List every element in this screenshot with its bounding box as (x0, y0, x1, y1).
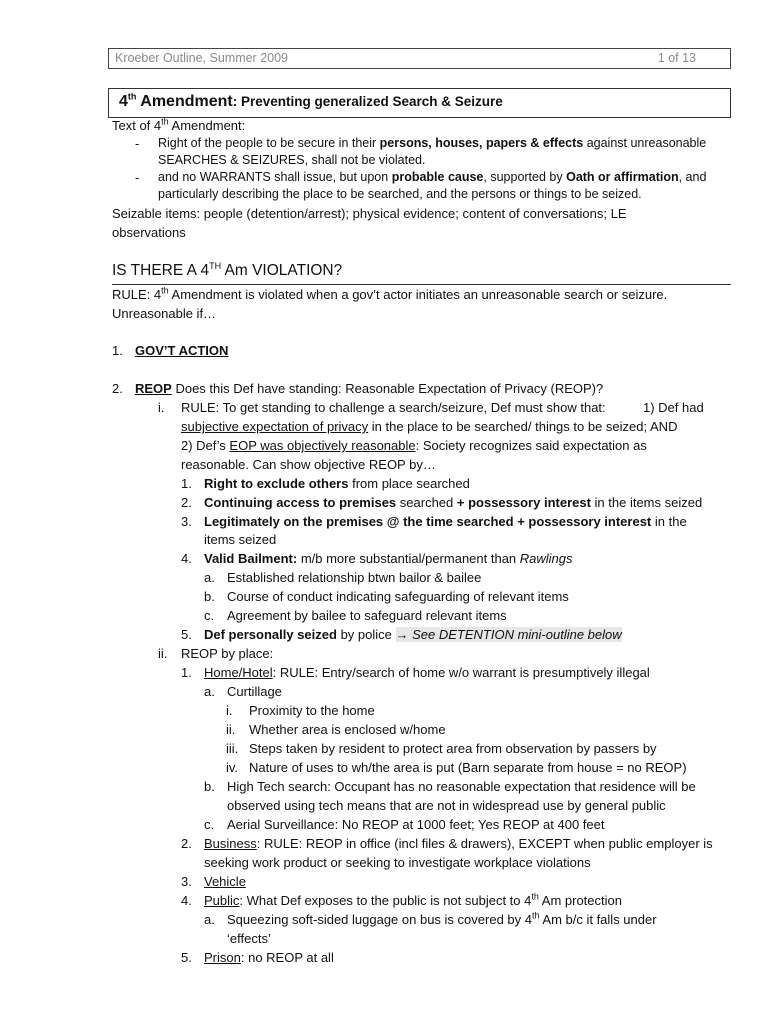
list-subitem-cont: ‘effects’ (227, 931, 271, 946)
standing-rule-cont: reasonable. Can show objective REOP by… (181, 457, 436, 472)
header-title: Kroeber Outline, Summer 2009 (115, 51, 289, 65)
roman-number: i. (226, 703, 233, 718)
amendment-clause-1: Right of the people to be secure in their persons, houses, papers & effects against unreasonable (158, 136, 707, 150)
place-item-home: Home/Hotel: RULE: Entry/search of home w/o warrant is presumptively illegal (204, 665, 650, 680)
list-letter: a. (204, 684, 215, 699)
page-number: 1 of 13 (657, 51, 696, 65)
item-number: 1. (112, 343, 123, 358)
standing-rule-cont: 2) Def’s EOP was objectively reasonable: Society recognizes said expectation as (181, 438, 647, 453)
curtilage-factor: Nature of uses to wh/the area is put (Barn separate from house = no REOP) (249, 760, 687, 775)
text-of-label: Text of 4th Amendment: (112, 116, 246, 133)
curtilage-factor: Steps taken by resident to protect area from observation by passers by (249, 741, 657, 756)
place-item-business-cont: seeking work product or seeking to investigate workplace violations (204, 855, 591, 870)
list-subitem-cont: observed using tech means that are not in widespread use by general public (227, 798, 666, 813)
place-item-prison: Prison: no REOP at all (204, 950, 334, 965)
list-number: 2. (181, 836, 192, 851)
list-item: Def personally seized by police → See DETENTION mini-outline below (204, 627, 622, 642)
list-number: 3. (181, 514, 192, 529)
seizable-items: Seizable items: people (detention/arrest); physical evidence; content of conversations; LE (112, 206, 627, 221)
list-letter: b. (204, 589, 215, 604)
roman-number: ii. (158, 646, 168, 661)
list-subitem: Aerial Surveillance: No REOP at 1000 feet; Yes REOP at 400 feet (227, 817, 605, 832)
list-item: Legitimately on the premises @ the time searched + possessory interest in the (204, 514, 687, 529)
doc-title: 4th Amendment: Preventing generalized Search & Seizure (119, 91, 503, 110)
govt-action-heading: GOV’T ACTION (135, 343, 229, 358)
roman-number: i. (158, 400, 165, 415)
list-number: 5. (181, 950, 192, 965)
seizable-items-cont: observations (112, 225, 186, 240)
list-number: 2. (181, 495, 192, 510)
list-letter: c. (204, 817, 215, 832)
bullet-dash: - (135, 136, 140, 151)
rule-text: RULE: 4th Amendment is violated when a gov’t actor initiates an unreasonable search or seizure. (112, 285, 668, 302)
standing-rule-part1: 1) Def had (643, 400, 704, 415)
page-header (108, 48, 731, 69)
list-subitem: Course of conduct indicating safeguarding of relevant items (227, 589, 569, 604)
list-subitem: Curtillage (227, 684, 282, 699)
list-subitem: Established relationship btwn bailor & bailee (227, 570, 482, 585)
rule-text-cont: Unreasonable if… (112, 306, 217, 321)
standing-rule-cont: subjective expectation of privacy in the place to be searched/ things to be seized; AND (181, 419, 678, 434)
list-number: 3. (181, 874, 192, 889)
amendment-clause-1-cont: SEARCHES & SEIZURES, shall not be violated. (158, 153, 426, 167)
list-number: 1. (181, 476, 192, 491)
reop-by-place-heading: REOP by place: (181, 646, 274, 661)
list-number: 4. (181, 551, 192, 566)
title-box (108, 88, 731, 118)
list-subitem: Agreement by bailee to safeguard relevant items (227, 608, 507, 623)
roman-number: iv. (226, 760, 239, 775)
place-item-public: Public: What Def exposes to the public is not subject to 4th Am protection (204, 891, 622, 908)
list-letter: c. (204, 608, 215, 623)
bullet-dash: - (135, 170, 140, 185)
amendment-clause-2: and no WARRANTS shall issue, but upon probable cause, supported by Oath or affirmation, and (158, 170, 707, 184)
place-item-vehicle: Vehicle (204, 874, 246, 889)
list-item: Continuing access to premises searched + possessory interest in the items seized (204, 495, 703, 510)
list-item-cont: items seized (204, 532, 277, 547)
curtilage-factor: Proximity to the home (249, 703, 375, 718)
list-letter: b. (204, 779, 215, 794)
list-number: 1. (181, 665, 192, 680)
roman-number: ii. (226, 722, 236, 737)
list-item: Right to exclude others from place searched (204, 476, 470, 491)
section-rule-line (112, 284, 731, 285)
detention-crossref: → See DETENTION mini-outline below (395, 627, 622, 642)
list-subitem: Squeezing soft-sided luggage on bus is covered by 4th Am b/c it falls under (227, 910, 657, 927)
section-heading: IS THERE A 4TH Am VIOLATION? (112, 260, 343, 279)
list-letter: a. (204, 570, 215, 585)
list-number: 4. (181, 893, 192, 908)
list-number: 5. (181, 627, 192, 642)
place-item-business: Business: RULE: REOP in office (incl files & drawers), EXCEPT when public employer is (204, 836, 713, 851)
amendment-clause-2-cont: particularly describing the place to be searched, and the persons or things to be seized. (158, 187, 642, 201)
standing-rule: RULE: To get standing to challenge a search/seizure, Def must show that: (181, 400, 606, 415)
item-number: 2. (112, 381, 123, 396)
list-subitem: High Tech search: Occupant has no reasonable expectation that residence will be (227, 779, 696, 794)
roman-number: iii. (226, 741, 239, 756)
reop-heading: REOP Does this Def have standing: Reasonable Expectation of Privacy (REOP)? (135, 381, 604, 396)
curtilage-factor: Whether area is enclosed w/home (249, 722, 446, 737)
list-letter: a. (204, 912, 215, 927)
list-item: Valid Bailment: m/b more substantial/permanent than Rawlings (204, 551, 573, 566)
